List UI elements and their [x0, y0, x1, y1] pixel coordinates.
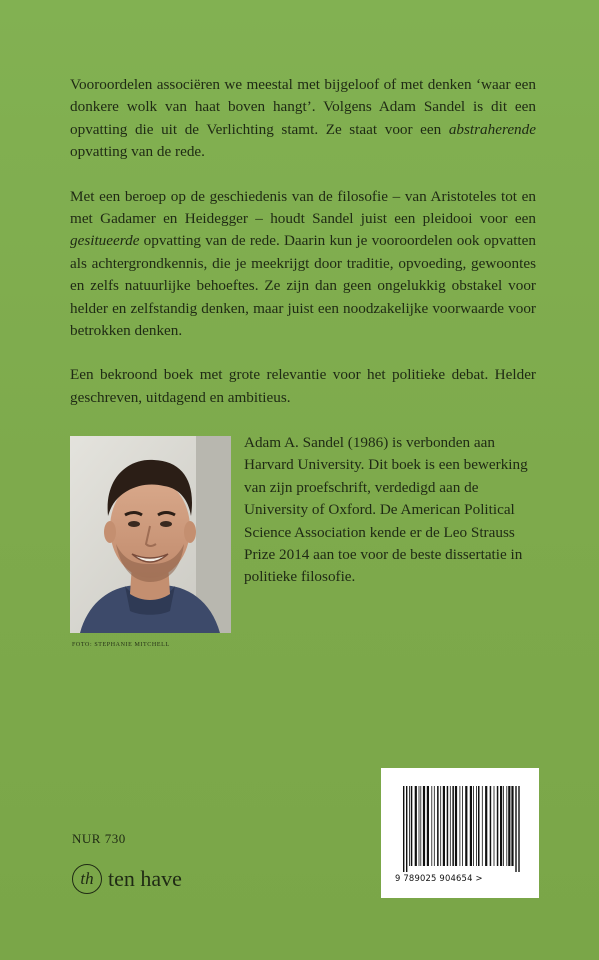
nur-code: NUR 730 [72, 831, 126, 846]
publisher-logo [72, 864, 182, 894]
blurb-paragraph-3: Een bekroond boek met grote relevantie voor het politieke debat. Helder geschreven, uitdagend en ambitieus. [70, 366, 536, 406]
publisher-monogram-icon: th [72, 864, 102, 894]
publisher-name: ten have [108, 866, 182, 891]
blurb-text [70, 74, 536, 431]
blurb-p2-text-a: Met een beroep op de geschiedenis van de filosofie – van Aristoteles tot en met Gadamer en Heidegger – houdt Sandel juist een pleidooi voor een [70, 187, 536, 228]
blurb-p1-emphasis: abstraherende [448, 120, 536, 138]
blurb-paragraph-2 [70, 186, 536, 343]
author-bio-text: Adam A. Sandel (1986) is verbonden aan Harvard University. Dit boek is een bewerking van zijn proefschrift, verdedigd aan de University of Oxford. De American Political Science Association kende er de Leo Strauss Prize 2014 aan toe voor de beste dissertatie in politieke filosofie. [244, 434, 528, 586]
blurb-p1-text-a: Vooroordelen associëren we meestal met bijgeloof of met denken ‘waar een donkere wolk van haat boven hangt’. Volgens Adam Sandel is dit een opvatting die uit de Verlichting stamt. Ze staat voor een [70, 76, 536, 138]
author-bio [244, 432, 536, 589]
blurb-p2-text-b: opvatting van de rede. Daarin kun je vooroordelen ook opvatten als achtergrondkennis, die je meekrijgt door traditie, opvoeding, gewoontes en zelfs natuurlijke behoeftes. Ze zijn dan geen ongelukkig obstakel voor helder en zelfstandig denken, maar juist een noodzakelijke voorwaarde voor betrokken denken. [70, 232, 536, 340]
blurb-p1-text-b: opvatting van de rede. [70, 143, 205, 161]
photo-credit: FOTO: STEPHANIE MITCHELL [72, 642, 170, 648]
blurb-paragraph-1 [70, 74, 536, 164]
barcode-digits: 9 789025 904654 > [395, 873, 483, 883]
author-portrait-image [70, 436, 231, 633]
author-photo [70, 436, 231, 633]
isbn-barcode [381, 768, 539, 898]
blurb-p2-emphasis: gesitueerde [70, 232, 140, 250]
